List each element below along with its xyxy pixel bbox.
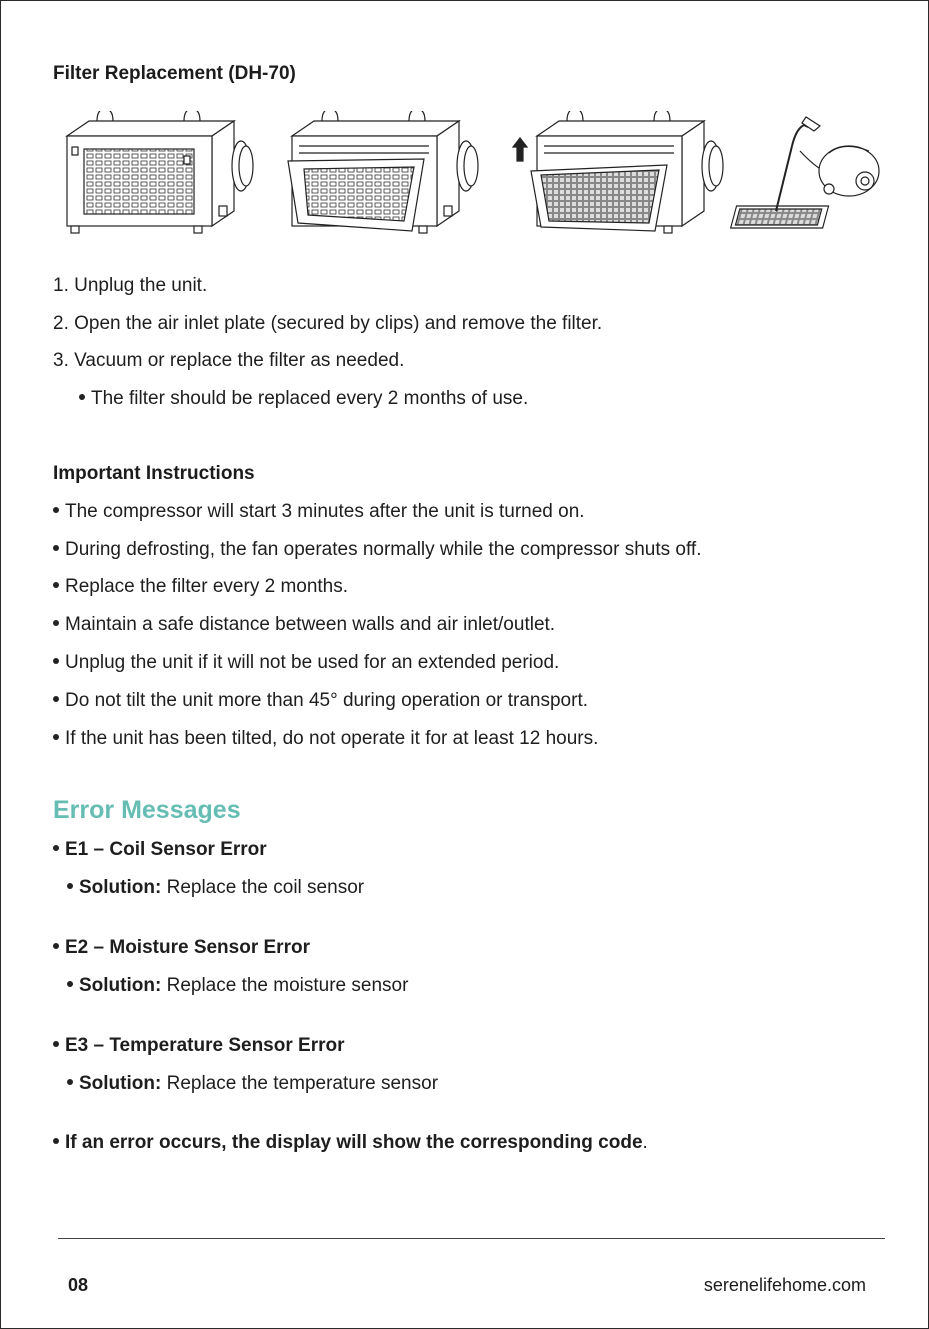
- bullet-icon: [53, 943, 59, 949]
- error-solution-e2: Solution: Replace the moisture sensor: [67, 974, 408, 998]
- filter-replacement-heading: Filter Replacement (DH-70): [53, 63, 296, 84]
- instruction-item: Maintain a safe distance between walls and air inlet/outlet.: [53, 613, 555, 637]
- error-display-note: If an error occurs, the display will show the corresponding code.: [53, 1131, 648, 1155]
- instruction-item: Replace the filter every 2 months.: [53, 575, 348, 599]
- instruction-item: Unplug the unit if it will not be used for an extended period.: [53, 651, 559, 675]
- website-url: serenelifehome.com: [703, 1275, 866, 1295]
- bullet-icon: [53, 507, 59, 513]
- bullet-icon: [53, 1138, 59, 1144]
- bullet-icon: [53, 734, 59, 740]
- bullet-icon: [79, 394, 85, 400]
- bullet-icon: [53, 658, 59, 664]
- bullet-icon: [53, 545, 59, 551]
- important-instructions-heading: Important Instructions: [53, 463, 255, 484]
- instruction-item: The compressor will start 3 minutes after the unit is turned on.: [53, 500, 585, 524]
- bullet-icon: [67, 883, 73, 889]
- filter-step-3: 3. Vacuum or replace the filter as needed.: [53, 350, 405, 371]
- error-solution-e3: Solution: Replace the temperature sensor: [67, 1072, 438, 1096]
- dehumidifier-closed-icon: [67, 111, 253, 233]
- bullet-icon: [67, 1079, 73, 1085]
- bullet-icon: [67, 981, 73, 987]
- bullet-icon: [53, 582, 59, 588]
- bullet-icon: [53, 620, 59, 626]
- error-messages-heading: Error Messages: [53, 796, 241, 824]
- dehumidifier-filter-removal-icon: [513, 111, 723, 233]
- filter-replacement-illustration: [59, 111, 889, 246]
- error-solution-e1: Solution: Replace the coil sensor: [67, 876, 364, 900]
- filter-step-2: 2. Open the air inlet plate (secured by clips) and remove the filter.: [53, 313, 603, 334]
- page-number: 08: [68, 1275, 89, 1295]
- dehumidifier-plate-open-icon: [288, 111, 478, 233]
- instruction-item: Do not tilt the unit more than 45° during operation or transport.: [53, 689, 588, 713]
- bullet-icon: [53, 696, 59, 702]
- footer-divider: [58, 1238, 885, 1239]
- error-code-e2: E2 – Moisture Sensor Error: [53, 936, 310, 960]
- instruction-item: During defrosting, the fan operates normally while the compressor shuts off.: [53, 538, 701, 562]
- instruction-item: If the unit has been tilted, do not operate it for at least 12 hours.: [53, 727, 598, 751]
- vacuum-cleaner-icon: [731, 117, 879, 228]
- error-code-e1: E1 – Coil Sensor Error: [53, 838, 267, 862]
- bullet-icon: [53, 845, 59, 851]
- filter-note: The filter should be replaced every 2 months of use.: [79, 387, 528, 411]
- bullet-icon: [53, 1041, 59, 1047]
- error-code-e3: E3 – Temperature Sensor Error: [53, 1034, 344, 1058]
- filter-step-1: 1. Unplug the unit.: [53, 275, 208, 296]
